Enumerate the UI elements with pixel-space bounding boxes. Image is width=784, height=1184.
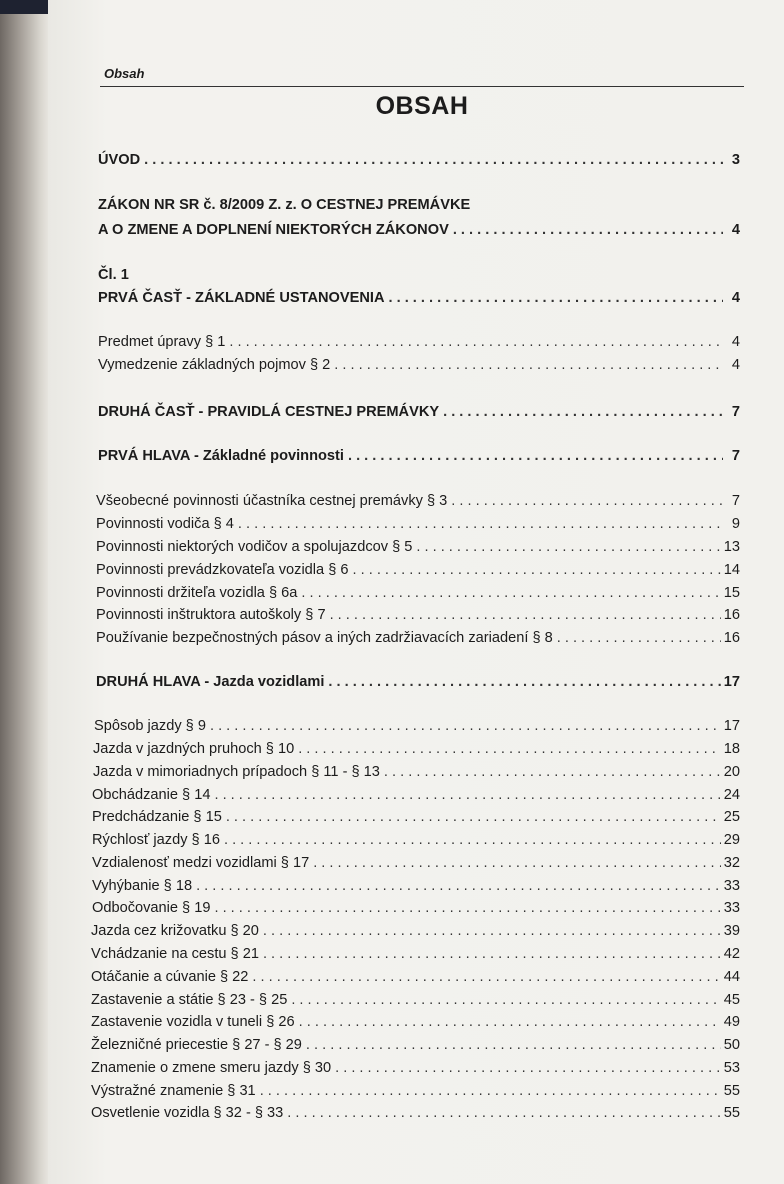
toc-entry-label: PRVÁ HLAVA - Základné povinnosti: [98, 448, 344, 464]
dot-leader: [330, 605, 721, 625]
toc-entry-label: PRVÁ ČASŤ - ZÁKLADNÉ USTANOVENIA: [98, 290, 385, 306]
toc-entry[interactable]: [96, 628, 740, 648]
toc-entry[interactable]: [96, 672, 740, 692]
dot-leader: [263, 921, 721, 941]
toc-page-number: 39: [723, 923, 740, 939]
toc-entry-label: Povinnosti niektorých vodičov a spolujazdcov § 5: [96, 539, 413, 555]
toc-entry-label: Vymedzenie základných pojmov § 2: [98, 357, 331, 373]
toc-entry[interactable]: [92, 785, 740, 805]
toc-entry-label: Vyhýbanie § 18: [92, 878, 193, 894]
toc-entry-label: Rýchlosť jazdy § 16: [92, 832, 220, 848]
toc-entry-label: Vchádzanie na cestu § 21: [91, 946, 259, 962]
toc-entry-label: Predmet úpravy § 1: [98, 334, 226, 350]
toc-page-number: 53: [723, 1060, 740, 1076]
toc-entry[interactable]: [92, 853, 740, 873]
toc-entry-label: Povinnosti vodiča § 4: [96, 516, 234, 532]
toc-page-number: 55: [723, 1083, 740, 1099]
toc-page-number: 17: [723, 674, 740, 690]
toc-entry[interactable]: [92, 876, 740, 896]
dot-leader: [388, 288, 723, 308]
toc-page-number: 16: [723, 630, 740, 646]
dot-leader: [260, 1081, 721, 1101]
toc-entry[interactable]: [96, 514, 740, 534]
toc-page-number: 24: [723, 787, 740, 803]
toc-entry-label: Zastavenie a státie § 23 - § 25: [91, 992, 288, 1008]
toc-entry[interactable]: [93, 739, 740, 759]
toc-page-number: 29: [723, 832, 740, 848]
dot-leader: [335, 1058, 721, 1078]
toc-entry[interactable]: [98, 220, 740, 240]
toc-entry[interactable]: [91, 1058, 740, 1078]
dot-leader: [313, 853, 721, 873]
toc-entry[interactable]: [91, 944, 740, 964]
toc-entry-label: DRUHÁ ČASŤ - PRAVIDLÁ CESTNEJ PREMÁVKY: [98, 404, 440, 420]
dot-leader: [291, 990, 720, 1010]
toc-page-number: 33: [723, 900, 740, 916]
dot-leader: [301, 583, 720, 603]
toc-page-number: 7: [731, 493, 740, 509]
dot-leader: [238, 514, 723, 534]
toc-entry-label: Predchádzanie § 15: [92, 809, 222, 825]
toc-entry[interactable]: [91, 967, 740, 987]
toc-entry[interactable]: [96, 560, 740, 580]
toc-entry[interactable]: [98, 332, 740, 352]
toc-page-number: 9: [731, 516, 740, 532]
dot-leader: [229, 332, 723, 352]
page-title: OBSAH: [375, 92, 469, 120]
dot-leader: [348, 446, 723, 466]
dot-leader: [299, 1012, 721, 1032]
toc-page-number: 4: [731, 290, 740, 306]
dot-leader: [252, 967, 720, 987]
toc-page-number: 32: [723, 855, 740, 871]
toc-entry-label: ÚVOD: [98, 152, 141, 168]
toc-entry[interactable]: [91, 1035, 740, 1055]
toc-page-number: 44: [723, 969, 740, 985]
toc-entry-label: Povinnosti inštruktora autoškoly § 7: [96, 607, 326, 623]
toc-entry[interactable]: [96, 491, 740, 511]
dot-leader: [451, 491, 723, 511]
dot-leader: [214, 785, 720, 805]
dot-leader: [144, 150, 723, 170]
dot-leader: [263, 944, 721, 964]
toc-page-number: 7: [731, 448, 740, 464]
dot-leader: [226, 807, 721, 827]
toc-entry[interactable]: [96, 605, 740, 625]
toc-entry[interactable]: [92, 898, 740, 918]
toc-entry[interactable]: [94, 716, 740, 736]
toc-entry-label: Otáčanie a cúvanie § 22: [91, 969, 249, 985]
toc-entry[interactable]: [98, 446, 740, 466]
dot-leader: [306, 1035, 721, 1055]
toc-page-number: 7: [731, 404, 740, 420]
toc-page-number: 18: [723, 741, 740, 757]
toc-entry[interactable]: [98, 288, 740, 308]
toc-page-number: 14: [723, 562, 740, 578]
toc-entry-label: A O ZMENE A DOPLNENÍ NIEKTORÝCH ZÁKONOV: [98, 222, 449, 238]
toc-page-number: 50: [723, 1037, 740, 1053]
dot-leader: [557, 628, 721, 648]
dot-leader: [196, 876, 721, 896]
dot-leader: [453, 220, 723, 240]
dot-leader: [353, 560, 721, 580]
toc-page-number: 25: [723, 809, 740, 825]
toc-heading: ZÁKON NR SR č. 8/2009 Z. z. O CESTNEJ PREMÁVKE: [98, 197, 471, 213]
toc-page-number: 15: [723, 585, 740, 601]
toc-entry-label: Vzdialenosť medzi vozidlami § 17: [92, 855, 310, 871]
toc-page-number: 49: [723, 1014, 740, 1030]
dot-leader: [416, 537, 720, 557]
toc-page-number: 4: [731, 334, 740, 350]
dot-leader: [224, 830, 721, 850]
toc-page-number: 55: [723, 1105, 740, 1121]
toc-entry[interactable]: [98, 402, 740, 422]
toc-heading: Čl. 1: [98, 267, 129, 283]
dot-leader: [287, 1103, 721, 1123]
toc-entry-label: Používanie bezpečnostných pásov a iných zadržiavacích zariadení § 8: [96, 630, 553, 646]
toc-entry-label: Jazda v mimoriadnych prípadoch § 11 - § 13: [93, 764, 380, 780]
toc-entry[interactable]: [92, 830, 740, 850]
toc-entry-label: Jazda cez križovatku § 20: [91, 923, 259, 939]
toc-page-number: 3: [731, 152, 740, 168]
toc-entry[interactable]: [98, 150, 740, 170]
toc-entry[interactable]: [92, 807, 740, 827]
toc-entry-label: Osvetlenie vozidla § 32 - § 33: [91, 1105, 284, 1121]
toc-entry-label: Obchádzanie § 14: [92, 787, 211, 803]
toc-entry-label: Zastavenie vozidla v tuneli § 26: [91, 1014, 295, 1030]
toc-entry[interactable]: [96, 583, 740, 603]
toc-entry-label: Povinnosti držiteľa vozidla § 6a: [96, 585, 298, 601]
toc-entry-label: Železničné priecestie § 27 - § 29: [91, 1037, 302, 1053]
toc-entry[interactable]: [91, 990, 740, 1010]
toc-entry-label: Odbočovanie § 19: [92, 900, 211, 916]
toc-entry[interactable]: [93, 762, 740, 782]
toc-page-number: 45: [723, 992, 740, 1008]
toc-entry[interactable]: [91, 1081, 740, 1101]
toc-page-number: 42: [723, 946, 740, 962]
toc-entry-label: Všeobecné povinnosti účastníka cestnej premávky § 3: [96, 493, 448, 509]
dot-leader: [210, 716, 721, 736]
toc-entry-label: Znamenie o zmene smeru jazdy § 30: [91, 1060, 332, 1076]
dot-leader: [214, 898, 720, 918]
toc-entry-label: Spôsob jazdy § 9: [94, 718, 206, 734]
toc-page-number: 33: [723, 878, 740, 894]
toc-page-number: 13: [723, 539, 740, 555]
toc-page-number: 20: [723, 764, 740, 780]
toc-entry-label: DRUHÁ HLAVA - Jazda vozidlami: [96, 674, 325, 690]
toc-page-number: 4: [731, 357, 740, 373]
toc-page-number: 4: [731, 222, 740, 238]
toc-entry[interactable]: [91, 1103, 740, 1123]
running-head: Obsah: [104, 66, 145, 81]
toc-entry[interactable]: [98, 355, 740, 375]
toc-page-number: 16: [723, 607, 740, 623]
dot-leader: [298, 739, 721, 759]
toc-entry[interactable]: [91, 1012, 740, 1032]
toc-entry-label: Povinnosti prevádzkovateľa vozidla § 6: [96, 562, 349, 578]
toc-entry-label: Výstražné znamenie § 31: [91, 1083, 256, 1099]
dot-leader: [334, 355, 723, 375]
toc-page-number: 17: [723, 718, 740, 734]
toc-entry-label: Jazda v jazdných pruhoch § 10: [93, 741, 295, 757]
dot-leader: [443, 402, 723, 422]
dot-leader: [328, 672, 720, 692]
dot-leader: [384, 762, 721, 782]
toc-entry[interactable]: [96, 537, 740, 557]
toc-entry[interactable]: [91, 921, 740, 941]
